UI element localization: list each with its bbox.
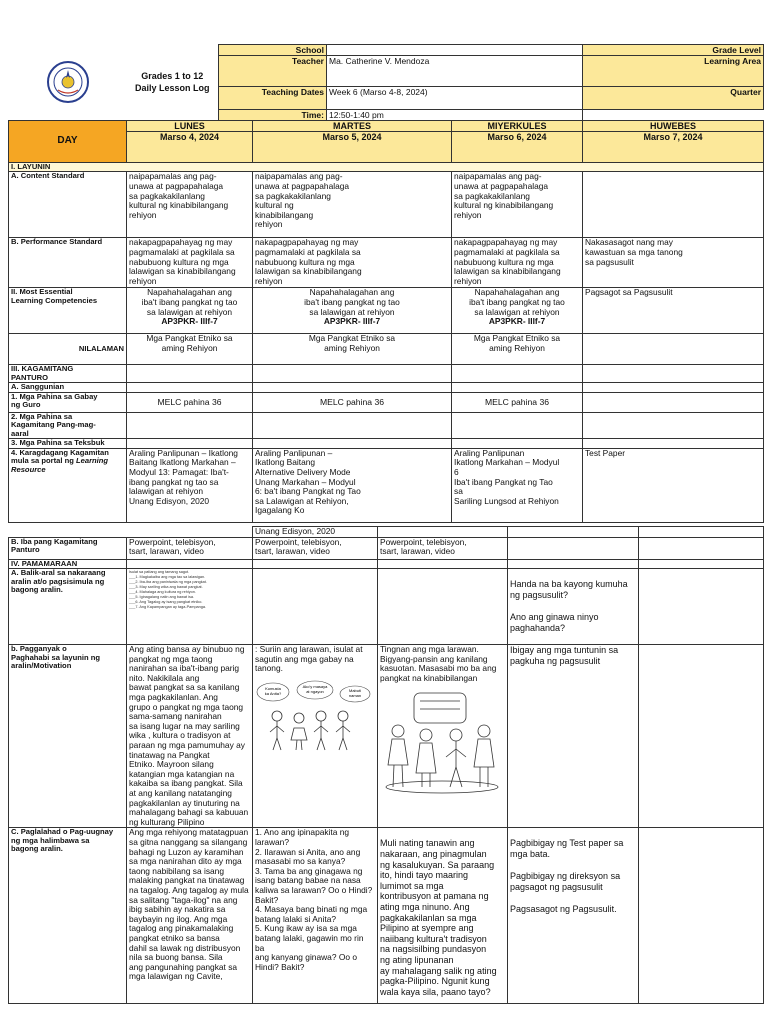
log-title	[127, 45, 219, 121]
day-miyerkules: MIYERKULES	[452, 120, 583, 131]
time-label: Time:	[219, 109, 327, 120]
gabay-guro-wed: MELC pahina 36	[452, 392, 583, 412]
paglalahad-mon: Ang mga rehiyong matatagpuan sa gitna nanggang sa silangang bahagi ng Luzon ay karamihan sa mga nanirahan dito ay mga taong nabibilang sa isang malaking pangkat na tinatawag na tagalog. Ang tagalog ay mula sa salitang "taga-ilog" na ang ibig sabihin ay nakatira sa baybayin ng ilog. Ang mga tagalog ang pinakamalaking pangkat etniko sa bansa dahil sa lawak ng distribusyon nila sa buong bansa. Sila ang pangunahing pangkat sa mga lalawigan ng Cavite,	[127, 828, 253, 1004]
nilalaman-mon: Mga Pangkat Etniko sa aming Rehiyon	[127, 334, 253, 365]
melc-code: AP3PKR- IIIf-7	[488, 316, 546, 327]
content-standard-label: A. Content Standard	[9, 172, 127, 238]
children-greeting-illustration	[255, 680, 375, 756]
gabay-guro-tue: MELC pahina 36	[253, 392, 452, 412]
lesson-log-table-continued	[8, 526, 764, 1004]
date-miyerkules: Marso 6, 2024	[452, 131, 583, 162]
melc-text: Napahahalagahan ang iba't ibang pangkat ng tao sa lalawigan at rehiyon	[469, 287, 565, 317]
learning-area-label: Learning Area	[583, 56, 764, 87]
performance-standard-tue: nakapagpapahayag ng may pagmamalaki at pagkilala sa nabubuong kultura ng mga lalawigan sa kinabibilangang rehiyon	[253, 238, 452, 288]
teaching-dates-value: Week 6 (Marso 4-8, 2024)	[327, 87, 583, 110]
log-title-line-2: Daily Lesson Log	[134, 83, 210, 94]
melc-thu: Pagsagot sa Pagsusulit	[583, 288, 764, 334]
paglalahad-thu: Pagbibigay ng Test paper sa mga bata. Pagbibigay ng direksyon sa pagsagot ng pagsusulit Pagsasagot ng Pagsusulit.	[508, 828, 639, 1004]
teacher-label: Teacher	[219, 56, 327, 87]
nilalaman-wed: Mga Pangkat Etniko sa aming Rehiyon	[452, 334, 583, 365]
pagganyak-tue-text: : Suriin ang larawan, isulat at sagutin ang mga gabay na tanong.	[255, 644, 363, 674]
performance-standard-mon: nakapagpapahayag ng may pagmamalaki at pagkilala sa nabubuong kultura ng mga lalawigan sa kinabibilangang rehiyon	[127, 238, 253, 288]
melc-tue	[253, 288, 452, 334]
content-standard-tue: naipapamalas ang pag- unawa at pagpapahalaga sa pagkakakilanlang kultural ng kinabibilangang rehiyon	[253, 172, 452, 238]
deped-seal-icon	[46, 60, 90, 104]
pagganyak-label: b. Pagganyak o Paghahabi sa layunin ng aralin/Motivation	[9, 645, 127, 828]
section-pamamaraan: IV. PAMAMARAAN	[9, 559, 127, 569]
balik-aral-label: A. Balik-aral sa nakaraang aralin at/o pagsisimula ng bagong aralin.	[9, 569, 127, 645]
nilalaman-label: NILALAMAN	[9, 334, 127, 365]
lesson-log-page-2	[8, 526, 763, 1012]
sanggunian-label: A. Sanggunian	[9, 383, 127, 393]
content-standard-wed: naipapamalas ang pag- unawa at pagpapahalaga sa pagkakakilanlang kultural ng kinabibilangang rehiyon	[452, 172, 583, 238]
melc-text: Napahahalagahan ang iba't ibang pangkat ng tao sa lalawigan at rehiyon	[304, 287, 400, 317]
carry-over-text: Unang Edisyon, 2020	[253, 527, 378, 538]
worksheet-thumbnail: Isulat sa patlang ang tamang sagot. ___1. Magkakaiba ang mga tao sa lalawigan. ___2. Iba-iba ang paniniwala ng mga pangkat. ___3. May sariling wika ang bawat pangkat. ___4. Mahalaga ang kultura ng rehiyon. ___5. Iginagalang natin ang bawat isa. ___6. Ang Tagalog ay isang pangkat etniko. ___7. Ang Kapampangan ay taga-Pampanga.	[129, 570, 207, 610]
day-lunes: LUNES	[127, 120, 253, 131]
day-martes: MARTES	[253, 120, 452, 131]
date-martes: Marso 5, 2024	[253, 131, 452, 162]
paglalahad-tue: 1. Ano ang ipinapakita ng larawan? 2. Ilarawan si Anita, ano ang masasabi mo sa kanya? 3. Tama ba ang ginagawa ng isang batang babae na nasa kaliwa sa larawan? Oo o Hindi? Bakit? 4. Masaya bang binati ng mga batang lalaki si Anita? 5. Kung ikaw ay isa sa mga batang lalaki, gagawin mo rin ba ang kanyang ginawa? Oo o Hindi? Bakit?	[253, 828, 378, 1004]
bubble-1-line-2: ka Anita?	[264, 690, 282, 696]
pagganyak-tue	[253, 645, 378, 828]
iba-kagamitan-wed: Powerpoint, telebisyon, tsart, larawan, video	[378, 537, 508, 559]
bubble-2-line-1: Ako'y masaya	[302, 683, 328, 689]
balik-aral-thu: Handa na ba kayong kumuha ng pagsusulit? Ano ang ginawa ninyo paghahanda?	[508, 569, 639, 645]
school-label: School	[219, 45, 327, 56]
gabay-guro-label: 1. Mga Pahina sa Gabay ng Guro	[9, 392, 127, 412]
deped-seal	[9, 45, 127, 121]
nilalaman-thu	[583, 334, 764, 365]
nilalaman-tue: Mga Pangkat Etniko sa aming Rehiyon	[253, 334, 452, 365]
karagdagan-label-em: Learning Resource	[11, 456, 109, 474]
teksbuk-label: 3. Mga Pahina sa Teksbuk	[9, 439, 127, 449]
grade-level-label: Grade Level	[583, 45, 764, 56]
karagdagan-label	[9, 448, 127, 522]
content-standard-mon: naipapamalas ang pag- unawa at pagpapahalaga sa pagkakakilanlang kultural ng kinabibilangang rehiyon	[127, 172, 253, 238]
karagdagan-mon: Araling Panlipunan – Ikatlong Baitang Ikatlong Markahan – Modyul 13: Pamagat: Iba't- ibang pangkat ng tao sa lalawigan at rehiyon Unang Edisyon, 2020	[127, 448, 253, 522]
iba-kagamitan-tue: Powerpoint, telebisyon, tsart, larawan, video	[253, 537, 378, 559]
bubble-3-line-1: Mabuti	[348, 687, 362, 693]
pagganyak-mon: Ang ating bansa ay binubuo ng pangkat ng mga taong nanirahan sa iba't-ibang parig nito. Nakikilala ang bawat pangkat sa sa kanilang mga pagkakilanlan. Ang grupo o pangkat ng mga taong sama-samang nanirahan sa isang lugar na may sariling wika , kultura o tradisyon at paraan ng mga pamumuhay ay tinatawag na Pangkat Etniko. Mayroon silang katangian mga katangian na kakaiba sa ibang pangkat. Sila at ang kanilang natatanging pagkakilanlan ay tinuturing na mahalagang bahagi sa kabuuan ng kulturang Pilipino	[127, 645, 253, 828]
balik-aral-worksheet	[127, 569, 253, 645]
paglalahad-wed: Muli nating tanawin ang nakaraan, ang pinagmulan ng kasalukuyan. Sa paraang ito, hindi tayo maaring lumimot sa mga kontribusyon at pamana ng ating mga ninuno. Ang pagkakakilanlan sa mga Pilipino at syempre ang naiibang kultura't tradisyon na nagsisilbing pundasyon ng ating lipunanan ay mahalagang salik ng ating pagka-Pilipino. Ngunit kung wala kaya sila, paano tayo?	[378, 828, 508, 1004]
day-label: DAY	[9, 120, 127, 162]
date-lunes: Marso 4, 2024	[127, 131, 253, 162]
melc-label: II. Most Essential Learning Competencies	[9, 288, 127, 334]
section-layunin: I. LAYUNIN	[9, 162, 764, 172]
bubble-1-line-1: Kumusta	[265, 685, 281, 691]
iba-kagamitan-label: B. Iba pang Kagamitang Panturo	[9, 537, 127, 559]
karagdagan-wed: Araling Panlipunan Ikatlong Markahan – Modyul 6 Iba't ibang Pangkat ng Tao sa Sariling Lungsod at Rehiyon	[452, 448, 583, 522]
karagdagan-tue: Araling Panlipunan – Ikatlong Baitang Alternative Delivery Mode Unang Markahan – Modyul 6: ba't ibang Pangkat ng Tao sa Lalawigan at Rehiyon, Igagalang Ko	[253, 448, 452, 522]
melc-mon	[127, 288, 253, 334]
bubble-2-line-2: at ngayon	[306, 688, 324, 694]
melc-wed	[452, 288, 583, 334]
melc-code: AP3PKR- IIIf-7	[161, 316, 218, 327]
iba-kagamitan-mon: Powerpoint, telebisyon, tsart, larawan, video	[127, 537, 253, 559]
day-huwebes: HUWEBES	[583, 120, 764, 131]
date-huwebes: Marso 7, 2024	[583, 131, 764, 162]
log-title-line-1: Grades 1 to 12	[141, 71, 204, 82]
lesson-log-table	[8, 44, 764, 523]
ethnic-groups-illustration	[380, 687, 504, 797]
teacher-value: Ma. Catherine V. Mendoza	[327, 56, 583, 87]
melc-text: Napahahalagahan ang iba't ibang pangkat ng tao sa lalawigan at rehiyon	[141, 287, 238, 317]
paglalahad-label: C. Paglalahad o Pag-uugnay ng mga halimbawa sa bagong aralin.	[9, 828, 127, 1004]
school-value	[327, 45, 583, 56]
teaching-dates-label: Teaching Dates	[219, 87, 327, 110]
pagganyak-wed-text: Tingnan ang mga larawan. Bigyang-pansin ang kanilang kasuotan. Masasabi mo ba ang pangkat na kinabibilangan	[380, 644, 497, 683]
performance-standard-wed: nakapagpapahayag ng may pagmamalaki at pagkilala sa nabubuong kultura ng mga lalawigan sa kinabibilangang rehiyon	[452, 238, 583, 288]
performance-standard-label: B. Performance Standard	[9, 238, 127, 288]
lesson-log-page-1	[8, 44, 763, 516]
karagdagan-label-text: 4. Karagdagang Kagamitan mula sa portal ng	[11, 448, 109, 466]
karagdagan-thu: Test Paper	[583, 448, 764, 522]
section-kagamitan: III. KAGAMITANG PANTURO	[9, 365, 127, 383]
gabay-guro-mon: MELC pahina 36	[127, 392, 253, 412]
melc-code: AP3PKR- IIIf-7	[323, 316, 381, 327]
pagganyak-wed	[378, 645, 508, 828]
content-standard-thu	[583, 172, 764, 238]
time-value: 12:50-1:40 pm	[327, 109, 583, 120]
quarter-label: Quarter	[583, 87, 764, 110]
pang-mag-aaral-label: 2. Mga Pahina sa Kagamitang Pang-mag- aaral	[9, 412, 127, 439]
performance-standard-thu: Nakasasagot nang may kawastuan sa mga tanong sa pagsusulit	[583, 238, 764, 288]
pagganyak-thu: Ibigay ang mga tuntunin sa pagkuha ng pagsusulit	[508, 645, 639, 828]
bubble-3-line-2: naman	[348, 692, 362, 698]
